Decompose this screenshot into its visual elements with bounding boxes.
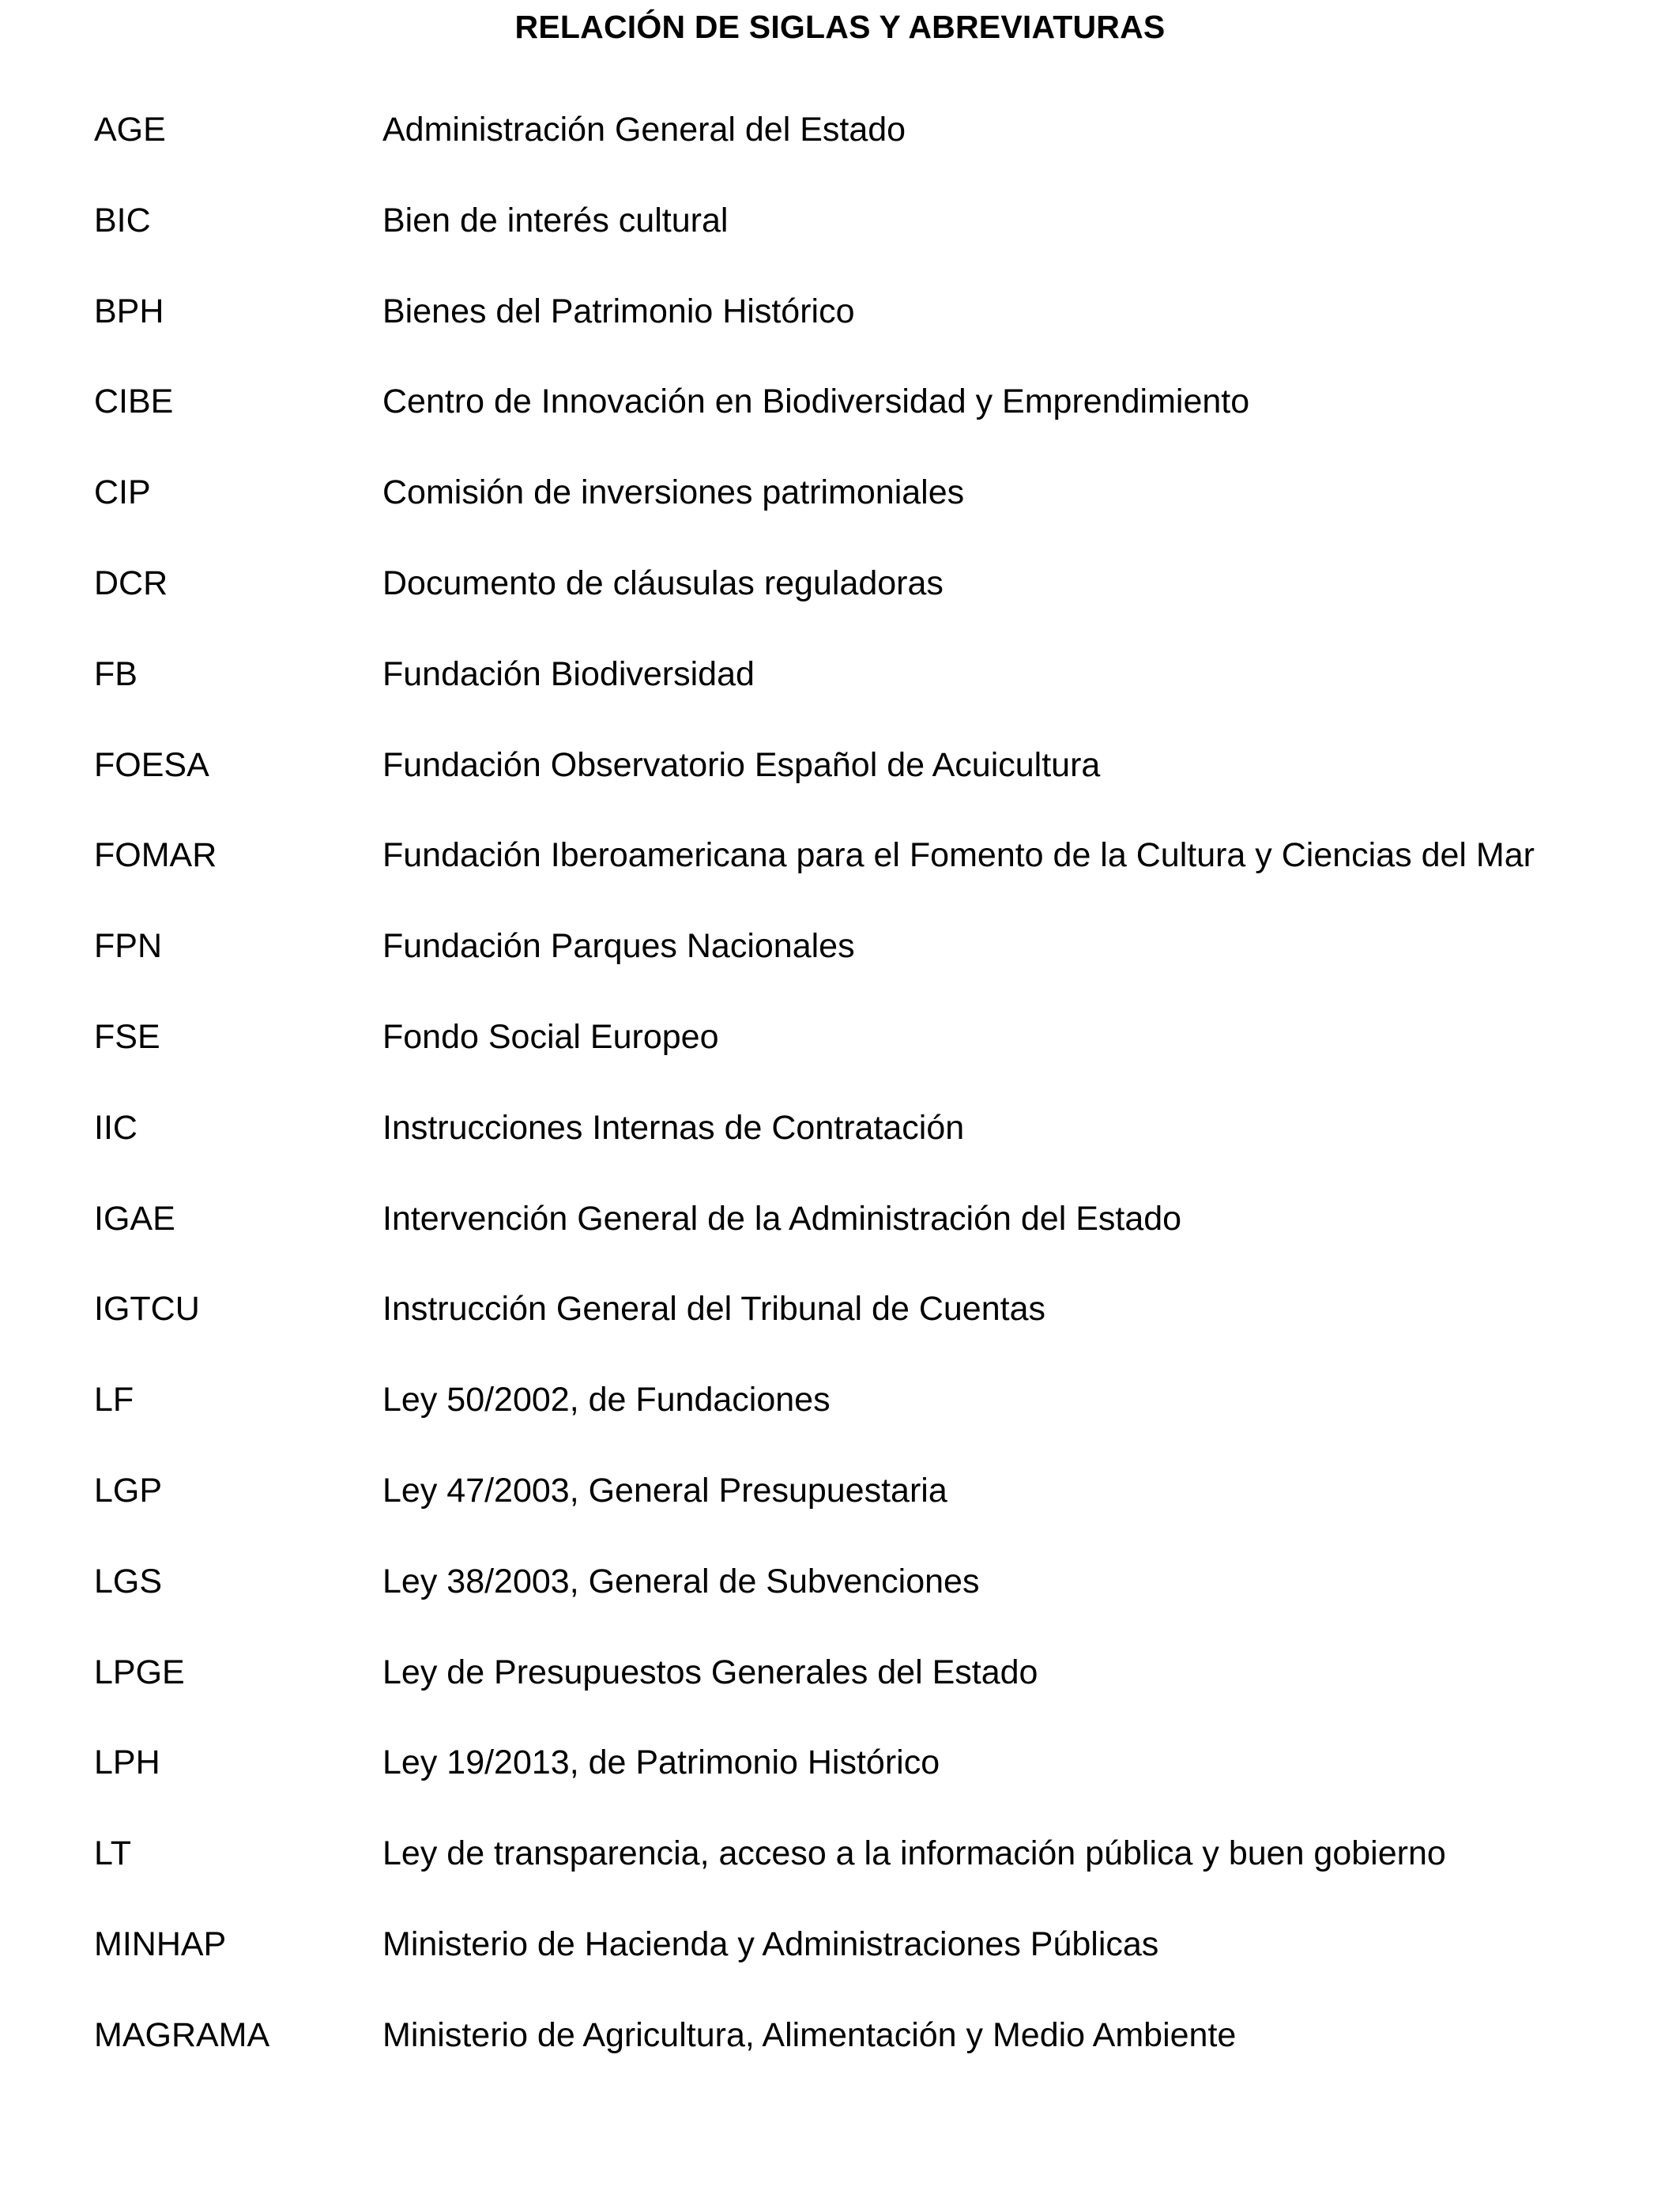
abbreviation-meaning: Fundación Iberoamericana para el Fomento de la Cultura y Ciencias del Mar <box>382 836 1535 875</box>
abbreviation-meaning: Ley de transparencia, acceso a la información pública y buen gobierno <box>382 1834 1446 1873</box>
list-item <box>0 921 1680 1012</box>
abbreviation-meaning: Instrucciones Internas de Contratación <box>382 1108 965 1147</box>
abbreviation-meaning: Ministerio de Hacienda y Administraciones Públicas <box>382 1924 1159 1963</box>
abbreviation: LT <box>94 1834 131 1873</box>
abbreviation-list <box>0 104 1680 2101</box>
abbreviation-meaning: Documento de cláusulas reguladoras <box>382 564 944 602</box>
abbreviation-meaning: Fundación Observatorio Español de Acuicultura <box>382 745 1101 784</box>
abbreviation-meaning: Administración General del Estado <box>382 111 906 149</box>
list-item <box>0 376 1680 467</box>
abbreviation: BIC <box>94 201 151 239</box>
abbreviation: FOMAR <box>94 836 217 875</box>
abbreviation: CIBE <box>94 383 174 421</box>
list-item <box>0 1828 1680 1919</box>
abbreviation: IGTCU <box>94 1290 200 1329</box>
abbreviation: IGAE <box>94 1199 175 1238</box>
abbreviation-meaning: Intervención General de la Administración del Estado <box>382 1199 1182 1238</box>
abbreviation: FB <box>94 654 137 693</box>
abbreviation: MAGRAMA <box>94 2015 270 2054</box>
list-item <box>0 1103 1680 1193</box>
abbreviation: AGE <box>94 111 166 149</box>
abbreviation-meaning: Ley 50/2002, de Fundaciones <box>382 1381 831 1419</box>
list-item <box>0 558 1680 649</box>
page-title: RELACIÓN DE SIGLAS Y ABREVIATURAS <box>514 9 1166 45</box>
abbreviation-meaning: Bienes del Patrimonio Histórico <box>382 292 855 330</box>
list-item <box>0 1374 1680 1465</box>
abbreviation: FSE <box>94 1017 160 1056</box>
abbreviation-meaning: Instrucción General del Tribunal de Cuentas <box>382 1290 1045 1329</box>
abbreviation-meaning: Fondo Social Europeo <box>382 1017 719 1056</box>
abbreviation: DCR <box>94 564 168 602</box>
list-item <box>0 2010 1680 2101</box>
list-item <box>0 467 1680 558</box>
list-item <box>0 1737 1680 1828</box>
abbreviation: BPH <box>94 292 164 330</box>
abbreviation-meaning: Ley de Presupuestos Generales del Estado <box>382 1653 1038 1691</box>
list-item <box>0 1556 1680 1647</box>
abbreviation-meaning: Fundación Parques Nacionales <box>382 927 855 966</box>
abbreviation: FPN <box>94 927 162 966</box>
abbreviation-meaning: Ministerio de Agricultura, Alimentación y Medio Ambiente <box>382 2015 1237 2054</box>
abbreviation-meaning: Ley 38/2003, General de Subvenciones <box>382 1562 980 1600</box>
abbreviation: FOESA <box>94 745 209 784</box>
list-item <box>0 1919 1680 2010</box>
list-item <box>0 740 1680 831</box>
list-item <box>0 1193 1680 1284</box>
abbreviation: LF <box>94 1381 134 1419</box>
abbreviation: IIC <box>94 1108 137 1147</box>
list-item <box>0 830 1680 921</box>
list-item <box>0 1284 1680 1374</box>
abbreviation: LGP <box>94 1471 163 1510</box>
abbreviation-meaning: Ley 47/2003, General Presupuestaria <box>382 1471 947 1510</box>
abbreviation: LPH <box>94 1744 160 1782</box>
list-item <box>0 104 1680 195</box>
abbreviation: LPGE <box>94 1653 185 1691</box>
list-item <box>0 1012 1680 1103</box>
list-item <box>0 195 1680 286</box>
abbreviation-meaning: Bien de interés cultural <box>382 201 729 239</box>
abbreviation: CIP <box>94 473 151 512</box>
list-item <box>0 649 1680 740</box>
abbreviation-meaning: Fundación Biodiversidad <box>382 654 755 693</box>
abbreviation-meaning: Ley 19/2013, de Patrimonio Histórico <box>382 1744 940 1782</box>
abbreviation-meaning: Centro de Innovación en Biodiversidad y Emprendimiento <box>382 383 1250 421</box>
list-item <box>0 1647 1680 1738</box>
abbreviation-meaning: Comisión de inversiones patrimoniales <box>382 473 965 512</box>
abbreviation: LGS <box>94 1562 163 1600</box>
abbreviation: MINHAP <box>94 1924 227 1963</box>
list-item <box>0 1465 1680 1556</box>
list-item <box>0 286 1680 377</box>
